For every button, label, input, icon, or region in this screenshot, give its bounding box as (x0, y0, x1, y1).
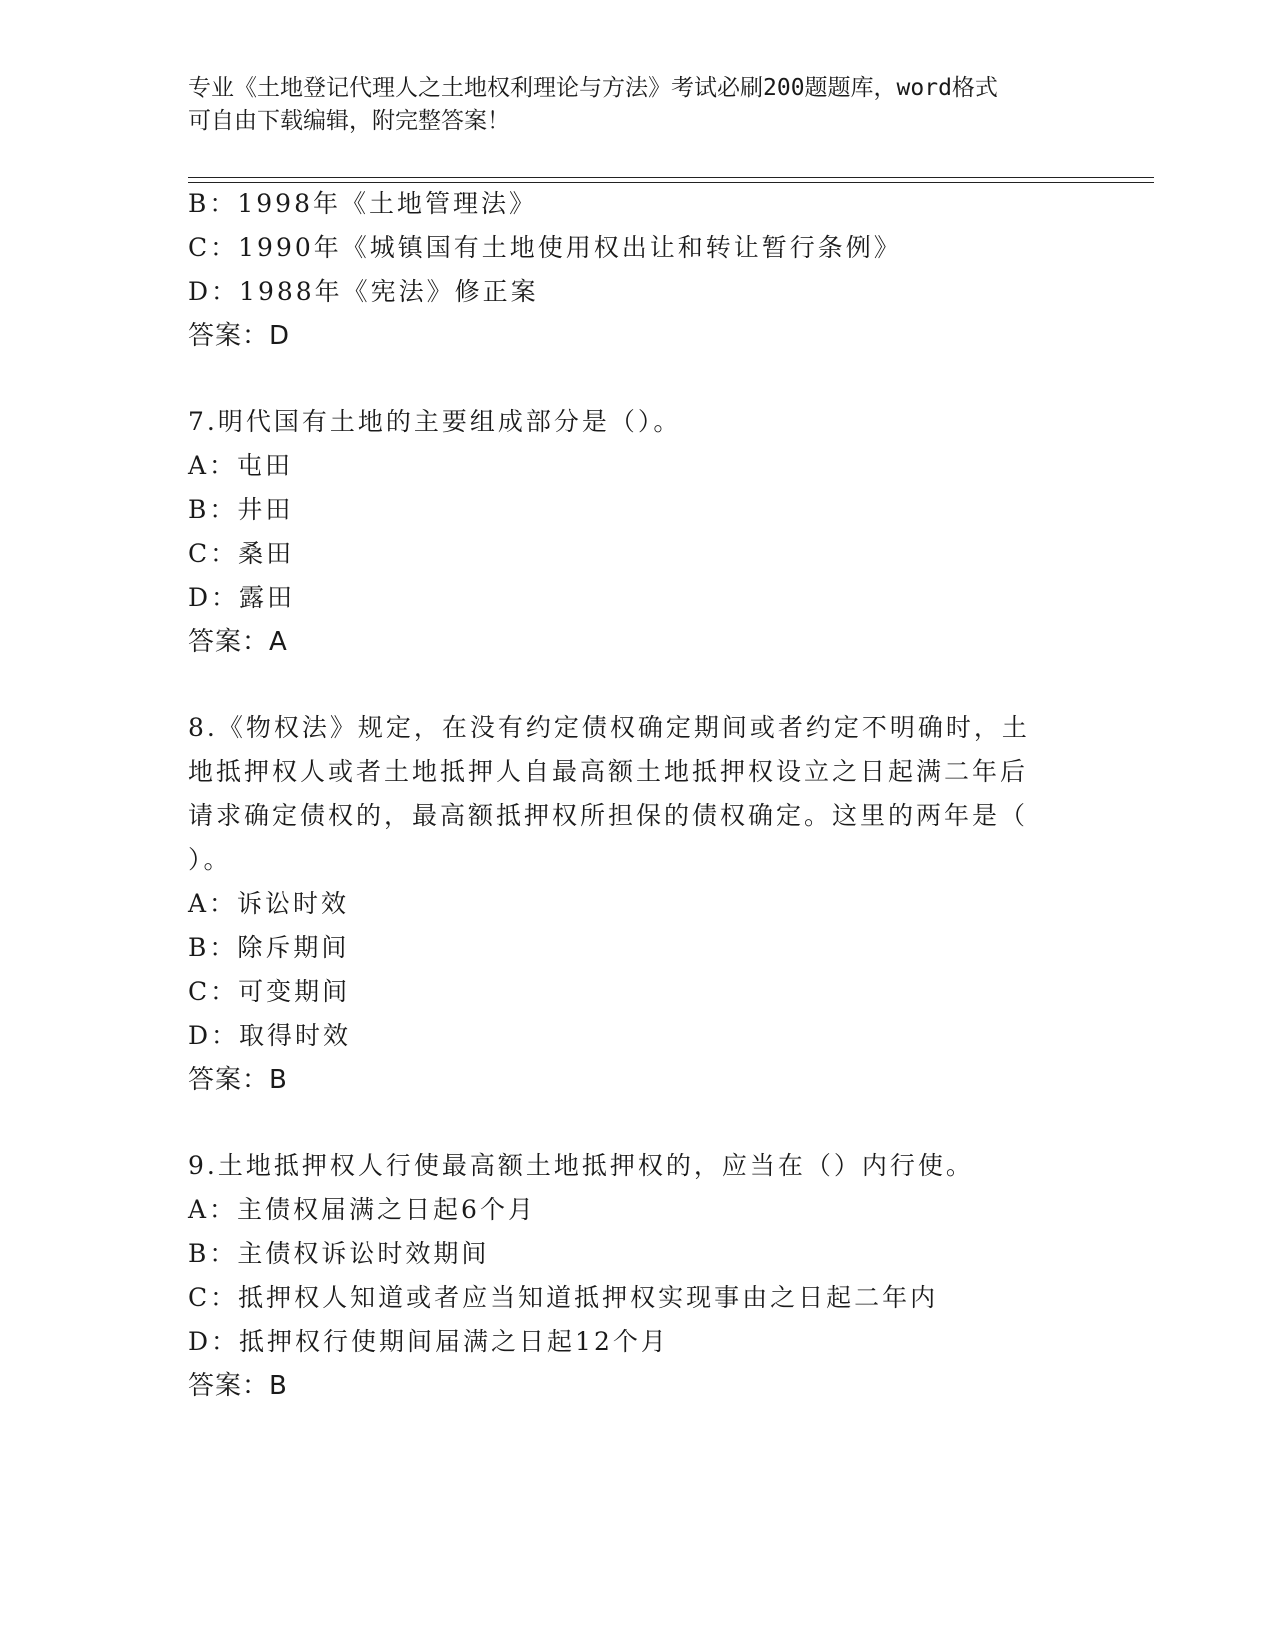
q9-stem: 9.土地抵押权人行使最高额土地抵押权的，应当在（）内行使。 (188, 1151, 974, 1180)
q7-answer: 答案：A (188, 627, 288, 657)
header-line-1: 专业《土地登记代理人之土地权利理论与方法》考试必刷200题题库，word格式 (188, 75, 998, 101)
q8-option-b: B：除斥期间 (188, 933, 350, 962)
q8-option-d: D：取得时效 (188, 1021, 352, 1050)
q9-answer: 答案：B (188, 1371, 288, 1401)
document-header (188, 72, 1088, 138)
q8-stem-line-2: 地抵押权人或者土地抵押人自最高额土地抵押权设立之日起满二年后 (188, 757, 1029, 786)
q8-stem-line-1: 8.《物权法》规定，在没有约定债权确定期间或者约定不明确时，土 (188, 713, 1030, 742)
q7-option-a: A：屯田 (188, 451, 294, 480)
q7-option-c: C：桑田 (188, 539, 295, 568)
header-line-2: 可自由下载编辑，附完整答案！ (188, 108, 510, 134)
q9-option-d: D：抵押权行使期间届满之日起12个月 (188, 1327, 669, 1356)
q8-answer: 答案：B (188, 1065, 288, 1095)
q8-stem-line-3: 请求确定债权的，最高额抵押权所担保的债权确定。这里的两年是（ (188, 801, 1029, 830)
q8-stem-line-4: ）。 (188, 845, 232, 874)
q7-stem: 7.明代国有土地的主要组成部分是（）。 (188, 407, 682, 436)
q6-answer: 答案：D (188, 321, 291, 351)
q6-option-d: D：1988年《宪法》修正案 (188, 277, 539, 306)
header-divider-bottom (188, 182, 1154, 183)
q9-option-c: C：抵押权人知道或者应当知道抵押权实现事由之日起二年内 (188, 1283, 939, 1312)
q6-option-b: B：1998年《土地管理法》 (188, 189, 537, 218)
q8-option-a: A：诉讼时效 (188, 889, 350, 918)
q9-option-a: A：主债权届满之日起6个月 (188, 1195, 536, 1224)
q6-option-c: C：1990年《城镇国有土地使用权出让和转让暂行条例》 (188, 233, 902, 262)
q8-option-c: C：可变期间 (188, 977, 351, 1006)
q7-option-b: B：井田 (188, 495, 294, 524)
q9-option-b: B：主债权诉讼时效期间 (188, 1239, 490, 1268)
q7-option-d: D：露田 (188, 583, 296, 612)
header-divider-top (188, 177, 1154, 178)
